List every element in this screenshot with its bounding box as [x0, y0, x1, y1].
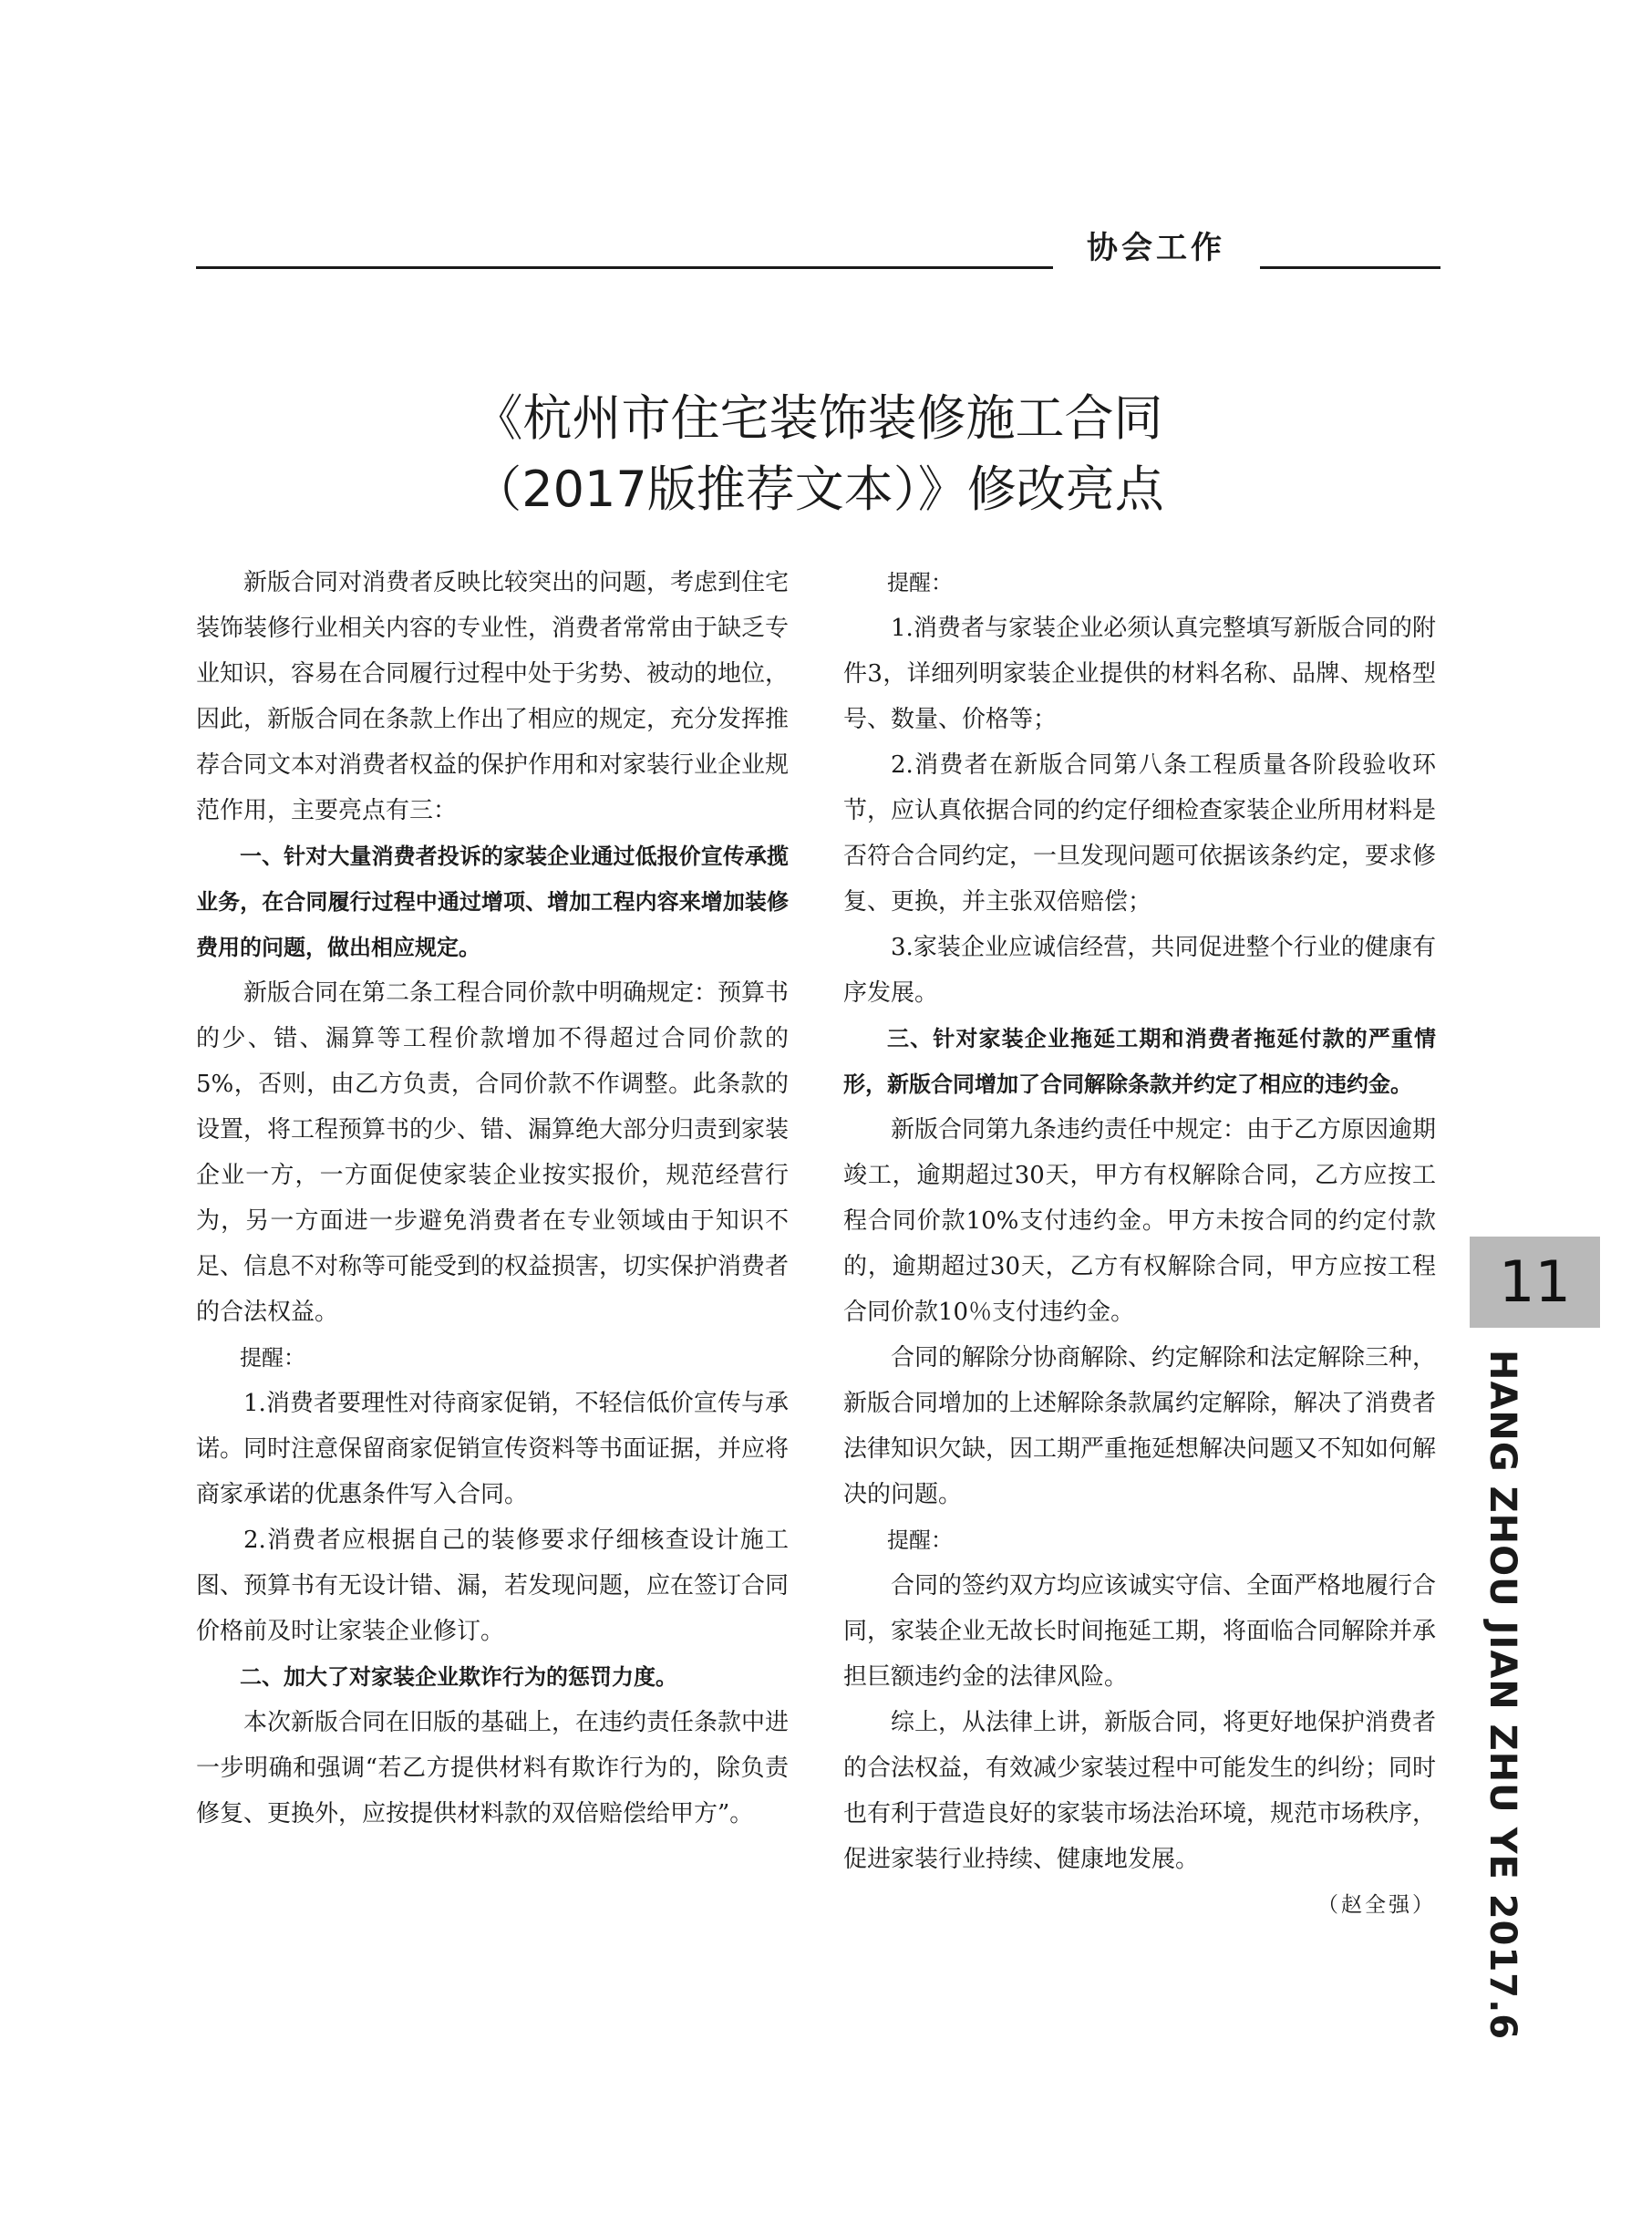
- conclusion-paragraph: 综上，从法律上讲，新版合同，将更好地保护消费者的合法权益，有效减少家装过程中可能发生的纠纷；同时也有利于营造良好的家装市场法治环境，规范市场秩序，促进家装行业持续、健康地发展。: [843, 1709, 1437, 1873]
- title-line-1: 《杭州市住宅装饰装修施工合同: [473, 389, 1163, 447]
- left-column: [196, 560, 789, 1837]
- reminder-label: 提醒：: [240, 1345, 305, 1371]
- body-paragraph: 本次新版合同在旧版的基础上，在违约责任条款中进一步明确和强调“若乙方提供材料有欺诈行为的，除负责修复、更换外，应按提供材料款的双倍赔偿给甲方”。: [196, 1709, 790, 1827]
- body-paragraph: 新版合同在第二条工程合同价款中明确规定：预算书的少、错、漏算等工程价款增加不得超过合同价款的5%，否则，由乙方负责，合同价款不作调整。此条款的设置，将工程预算书的少、错、漏算绝大部分归责到家装企业一方，一方面促使家装企业按实报价，规范经营行为，另一方面进一步避免消费者在专业领域由于知识不足、信息不对称等可能受到的权益损害，切实保护消费者的合法权益。: [196, 979, 790, 1326]
- header-rule-right: [1260, 266, 1440, 269]
- reminder-item: 1.消费者要理性对待商家促销，不轻信低价宣传与承诺。同时注意保留商家促销宣传资料等书面证据，并应将商家承诺的优惠条件写入合同。: [196, 1390, 790, 1508]
- reminder-item: 2.消费者在新版合同第八条工程质量各阶段验收环节，应认真依据合同的约定仔细检查家装企业所用材料是否符合合同约定，一旦发现问题可依据该条约定，要求修复、更换，并主张双倍赔偿；: [843, 751, 1437, 916]
- body-paragraph: 合同的签约双方均应该诚实守信、全面严格地履行合同，家装企业无故长时间拖延工期，将面临合同解除并承担巨额违约金的法律风险。: [843, 1572, 1437, 1691]
- body-paragraph: 新版合同第九条违约责任中规定：由于乙方原因逾期竣工，逾期超过30天，甲方有权解除合同，乙方应按工程合同价款10%支付违约金。甲方未按合同的约定付款的，逾期超过30天，乙方有权解除合同，甲方应按工程合同价款10％支付违约金。: [843, 1116, 1437, 1326]
- section-heading-3: 三、针对家装企业拖延工期和消费者拖延付款的严重情形，新版合同增加了合同解除条款并约定了相应的违约金。: [843, 1026, 1436, 1097]
- reminder-item: 1.消费者与家装企业必须认真完整填写新版合同的附件3，详细列明家装企业提供的材料名称、品牌、规格型号、数量、价格等；: [843, 615, 1436, 733]
- reminder-label: 提醒：: [887, 570, 953, 595]
- reminder-item: 3.家装企业应诚信经营，共同促进整个行业的健康有序发展。: [843, 934, 1436, 1007]
- article-title: [196, 383, 1440, 525]
- body-paragraph: 合同的解除分协商解除、约定解除和法定解除三种，新版合同增加的上述解除条款属约定解除，解决了消费者法律知识欠缺，因工期严重拖延想解决问题又不知如何解决的问题。: [843, 1344, 1437, 1508]
- reminder-label: 提醒：: [887, 1527, 953, 1553]
- section-heading-2: 二、加大了对家装企业欺诈行为的惩罚力度。: [240, 1664, 677, 1690]
- header-rule-left: [196, 266, 1053, 269]
- title-line-2: （2017版推荐文本）》修改亮点: [472, 461, 1164, 518]
- reminder-item: 2.消费者应根据自己的装修要求仔细核查设计施工图、预算书有无设计错、漏，若发现问题，应在签订合同价格前及时让家装企业修订。: [196, 1527, 790, 1645]
- section-label: 协会工作: [1087, 230, 1225, 266]
- intro-paragraph: 新版合同对消费者反映比较突出的问题，考虑到住宅装饰装修行业相关内容的专业性，消费者常常由于缺乏专业知识，容易在合同履行过程中处于劣势、被动的地位，因此，新版合同在条款上作出了相应的规定，充分发挥推荐合同文本对消费者权益的保护作用和对家装行业企业规范作用，主要亮点有三：: [196, 569, 790, 824]
- section-heading-1: 一、针对大量消费者投诉的家装企业通过低报价宣传承揽业务，在合同履行过程中通过增项、增加工程内容来增加装修费用的问题，做出相应规定。: [196, 844, 789, 960]
- right-column: [843, 560, 1436, 1928]
- page-number-tab: 11: [1470, 1237, 1600, 1328]
- journal-vertical-text: HANG ZHOU JIAN ZHU YE 2017.6: [1482, 1350, 1523, 2041]
- author-signature: （赵全强）: [1317, 1893, 1436, 1917]
